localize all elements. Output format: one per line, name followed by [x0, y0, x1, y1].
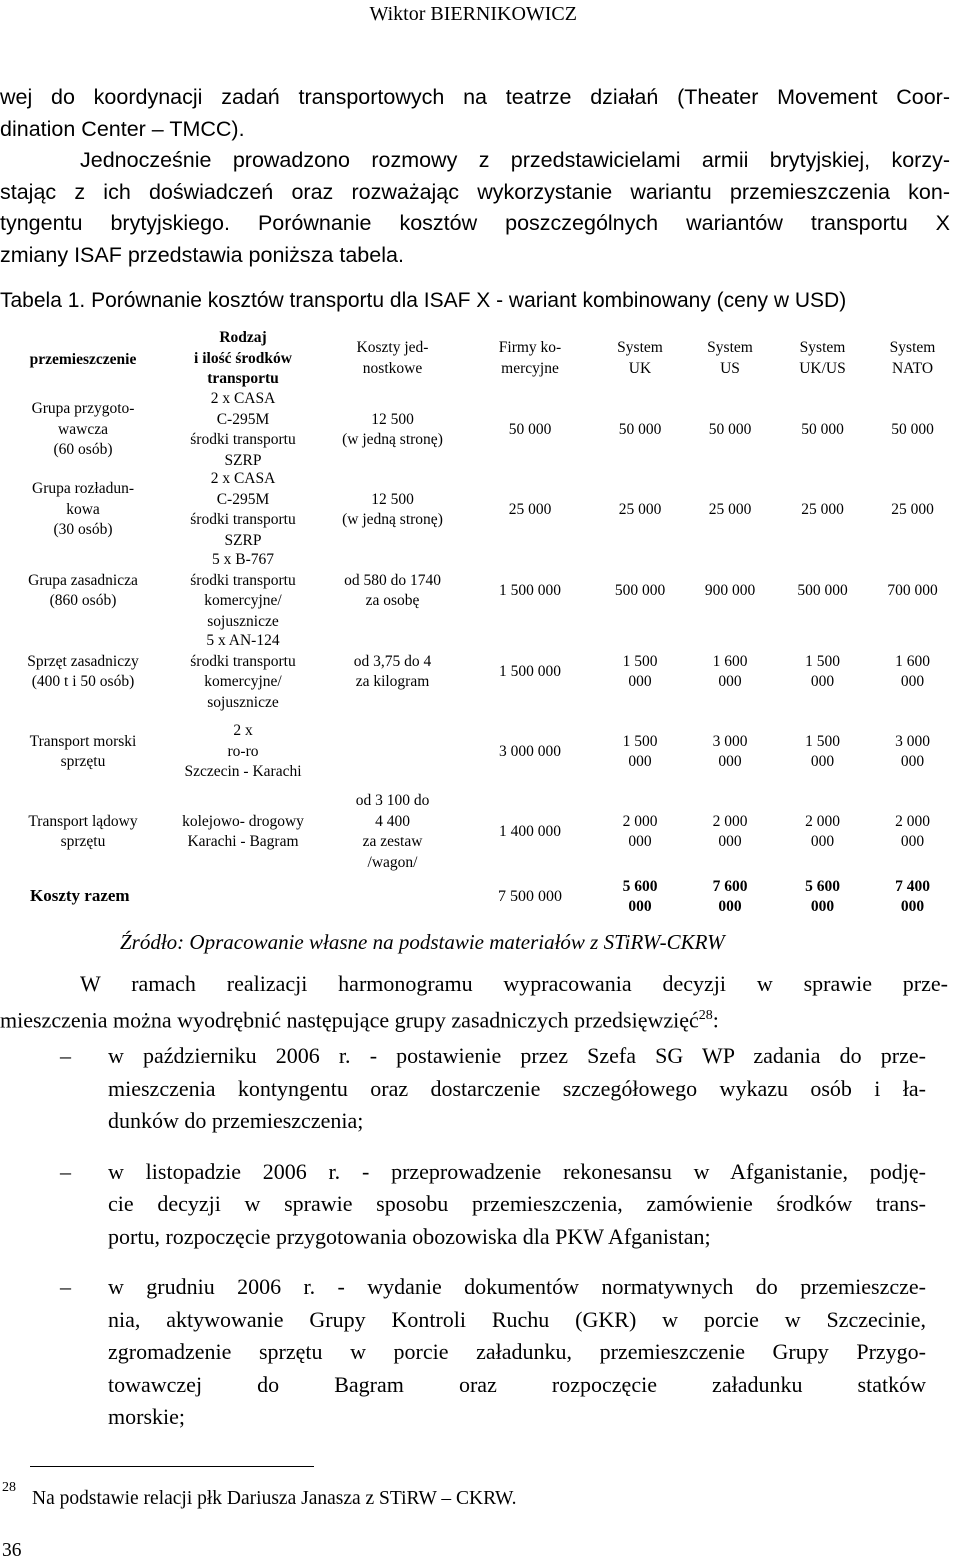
total-uk: 5 600 000 — [622, 877, 658, 915]
table-cell-nato: 2 000 000 — [895, 812, 930, 850]
table-cell-nato: 25 000 — [891, 500, 934, 518]
para2-line-2: mieszczenia można wyodrębnić następujące grupy zasadniczych przedsięwzięć$^{28}$: — [0, 1007, 719, 1033]
table-cell-firmy: 3 000 000 — [499, 742, 561, 760]
table-cell-nato: 3 000 000 — [895, 732, 930, 770]
para2-line-1: W ramach realizacji harmonogramu wypracowania decyzji w sprawie prze- — [80, 971, 948, 996]
source-note: Źródło: Opracowanie własne na podstawie materiałów z STiRW-CKRW — [120, 930, 725, 954]
bullet-line: nia, aktywowanie Grupy Kontroli Ruchu (GKR) w porcie w Szczecinie, — [108, 1306, 926, 1332]
bullet-dash: – — [60, 1158, 71, 1184]
table-cell-firmy: 50 000 — [508, 420, 552, 438]
footnote-number: 28 — [2, 1480, 16, 1495]
table-cell-firmy: 1 400 000 — [499, 822, 561, 840]
bullet-line: dunków do przemieszczenia; — [108, 1108, 364, 1133]
table-cell-unit: od 3 100 do 4 400 za zestaw /wagon/ — [355, 792, 430, 871]
table-cell-unit: 12 500 (w jedną stronę) — [342, 410, 443, 448]
header-firmy: Firmy ko- mercyjne — [498, 339, 562, 377]
bullet-line: portu, rozpoczęcie przygotowania obozowiska dla PKW Afganistan; — [108, 1223, 711, 1249]
header-ukus: System UK/US — [799, 339, 846, 377]
total-label: Koszty razem — [30, 886, 130, 905]
table-cell-uk: 25 000 — [618, 500, 662, 518]
table-cell-uk: 500 000 — [614, 581, 666, 599]
bullet-line: zgromadzenie sprzętu w porcie załadunku, przemieszczenie Grupy Przygo- — [108, 1339, 926, 1364]
table-cell-uk: 2 000 000 — [622, 812, 658, 850]
table-cell-means: 5 x AN-124 środki transportu komercyjne/ sojusznicze — [190, 632, 296, 711]
table-caption: Tabela 1. Porównanie kosztów transportu dla ISAF X - wariant kombinowany (ceny w USD) — [0, 289, 847, 312]
table-cell-means: 5 x B-767 środki transportu komercyjne/ sojusznicze — [190, 551, 296, 630]
table-cell-unit: 12 500 (w jedną stronę) — [342, 490, 443, 528]
bullet-line: w listopadzie 2006 r. - przeprowadzenie rekonesansu w Afganistanie, podję- — [108, 1158, 926, 1184]
intro-line-1: wej do koordynacji zadań transportowych na teatrze działań (Theater Movement Coor- — [0, 85, 950, 109]
table-cell-firmy: 1 500 000 — [499, 581, 561, 599]
table-cell-ukus: 25 000 — [801, 500, 844, 518]
bullet-line: towawczej do Bagram oraz rozpoczęcie załadunku statków — [108, 1371, 926, 1397]
bullet-line: w grudniu 2006 r. - wydanie dokumentów normatywnych do przemieszcze- — [108, 1274, 926, 1299]
bullet-line: cie decyzji w sprawie sposobu przemieszczenia, zamówienie środków trans- — [108, 1191, 926, 1216]
table-cell-ukus: 2 000 000 — [805, 812, 840, 850]
header-koszty: Koszty jed- nostkowe — [356, 339, 429, 377]
intro-line-2: dination Center – TMCC). — [0, 116, 245, 141]
table-cell-nato: 50 000 — [891, 420, 934, 438]
table-cell-us: 50 000 — [708, 420, 752, 438]
table-cell-us: 2 000 000 — [712, 812, 748, 850]
table-cell-name: Grupa przygoto- wawcza (60 osób) — [31, 400, 135, 459]
header-rodzaj: Rodzaj i ilość środków transportu — [194, 329, 292, 387]
bullet-dash: – — [60, 1043, 71, 1068]
header-uk: System UK — [617, 339, 663, 377]
table-cell-name: Transport morski sprzętu — [29, 732, 137, 770]
table-cell-nato: 700 000 — [887, 581, 938, 599]
total-firmy: 7 500 000 — [498, 887, 562, 905]
table-cell-uk: 50 000 — [618, 420, 662, 438]
table-cell-nato: 1 600 000 — [895, 652, 930, 690]
intro-line-6: zmiany ISAF przedstawia poniższa tabela. — [0, 242, 404, 267]
table-cell-means: 2 x CASA C-295M środki transportu SZRP — [190, 390, 296, 469]
table-cell-unit: od 3,75 do 4 za kilogram — [353, 652, 432, 690]
table-cell-ukus: 1 500 000 — [805, 652, 840, 690]
header-przemieszczenie: przemieszczenie — [29, 351, 137, 368]
table-cell-us: 3 000 000 — [712, 732, 748, 770]
page-number: 36 — [2, 1540, 22, 1561]
table-cell-firmy: 1 500 000 — [499, 662, 561, 680]
header-nato: System NATO — [889, 339, 936, 377]
bullet-line: morskie; — [108, 1404, 185, 1429]
table-cell-us: 900 000 — [704, 581, 756, 599]
intro-line-3: Jednocześnie prowadzono rozmowy z przedstawicielami armii brytyjskiej, korzy- — [80, 148, 950, 172]
table-cell-ukus: 1 500 000 — [805, 732, 840, 770]
table-cell-uk: 1 500 000 — [622, 732, 658, 770]
table-cell-means: kolejowo- drogowy Karachi - Bagram — [182, 812, 304, 850]
table-cell-name: Grupa zasadnicza (860 osób) — [28, 571, 138, 609]
running-header: Wiktor BIERNIKOWICZ — [369, 3, 577, 25]
bullet-line: mieszczenia kontyngentu oraz dostarczenie szczegółowego wykazu osób i ła- — [108, 1075, 926, 1101]
intro-line-4: stając z ich doświadczeń oraz rozważając wykorzystanie wariantu przemieszczenia kon- — [0, 179, 950, 204]
total-ukus: 5 600 000 — [805, 877, 840, 915]
table-cell-uk: 1 500 000 — [622, 652, 658, 690]
table-cell-us: 1 600 000 — [712, 652, 748, 690]
footnote-text: Na podstawie relacji płk Dariusza Janasza z STiRW – CKRW. — [32, 1488, 517, 1509]
total-nato: 7 400 000 — [895, 877, 930, 915]
total-us: 7 600 000 — [712, 877, 748, 915]
table-cell-name: Grupa rozładun- kowa (30 osób) — [32, 480, 134, 539]
bullet-dash: – — [60, 1274, 71, 1299]
bullet-line: w październiku 2006 r. - postawienie przez Szefa SG WP zadania do prze- — [108, 1043, 926, 1068]
table-cell-ukus: 500 000 — [797, 581, 848, 599]
header-us: System US — [707, 339, 753, 377]
table-cell-means: 2 x ro-ro Szczecin - Karachi — [184, 722, 302, 781]
table-cell-firmy: 25 000 — [508, 500, 552, 518]
table-cell-name: Transport lądowy sprzętu — [28, 812, 138, 850]
table-cell-ukus: 50 000 — [801, 420, 844, 438]
footnote-ref: 28 — [698, 1008, 713, 1023]
table-cell-us: 25 000 — [708, 500, 752, 518]
table-cell-unit: od 580 do 1740 za osobę — [344, 571, 441, 609]
table-cell-name: Sprzęt zasadniczy (400 t i 50 osób) — [27, 652, 139, 690]
intro-line-5: tyngentu brytyjskiego. Porównanie kosztów poszczególnych wariantów transportu X — [0, 211, 950, 235]
table-cell-means: 2 x CASA C-295M środki transportu SZRP — [190, 470, 296, 549]
footnote-separator — [30, 1466, 314, 1467]
paragraph-2 — [0, 968, 948, 1036]
